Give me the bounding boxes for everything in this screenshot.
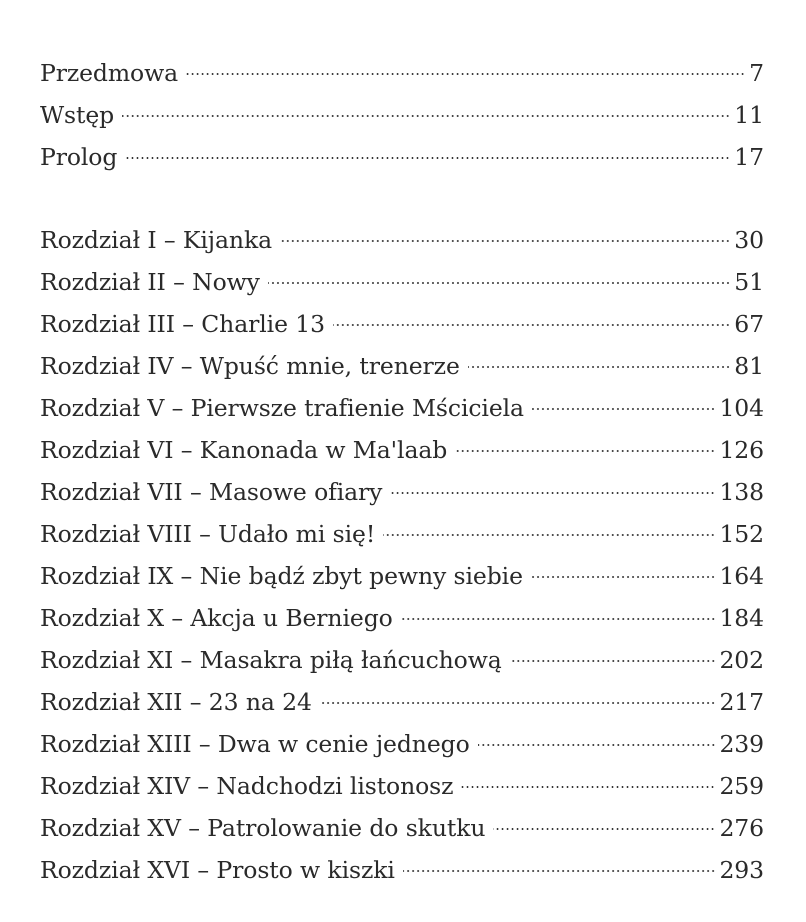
dot-leader xyxy=(383,534,715,536)
toc-entry-page: 276 xyxy=(719,814,764,842)
dot-leader xyxy=(510,660,716,662)
toc-entry-title: Wstęp xyxy=(40,101,115,129)
toc-entry-chapter-2 xyxy=(40,261,764,303)
toc-entry-page: 138 xyxy=(719,478,764,506)
toc-entry-title: Rozdział XII – 23 na 24 xyxy=(40,688,312,716)
dot-leader xyxy=(320,702,716,704)
dot-leader xyxy=(478,744,716,746)
toc-entry-title: Rozdział V – Pierwsze trafienie Mściciela xyxy=(40,394,524,422)
toc-entry-page: 51 xyxy=(734,268,764,296)
toc-entry-page: 293 xyxy=(719,856,764,884)
table-of-contents xyxy=(40,52,764,891)
dot-leader xyxy=(401,618,716,620)
toc-entry-title: Rozdział VII – Masowe ofiary xyxy=(40,478,383,506)
toc-entry-page: 164 xyxy=(719,562,764,590)
dot-leader xyxy=(531,576,716,578)
toc-entry-chapter-5 xyxy=(40,387,764,429)
toc-entry-prolog xyxy=(40,136,764,178)
toc-entry-title: Rozdział VIII – Udało mi się! xyxy=(40,520,376,548)
toc-entry-title: Przedmowa xyxy=(40,59,179,87)
toc-entry-chapter-4 xyxy=(40,345,764,387)
toc-entry-title: Rozdział XIV – Nadchodzi listonosz xyxy=(40,772,454,800)
toc-entry-chapter-12 xyxy=(40,681,764,723)
toc-entry-page: 11 xyxy=(734,101,764,129)
dot-leader xyxy=(455,450,715,452)
toc-entry-page: 67 xyxy=(734,310,764,338)
toc-entry-page: 152 xyxy=(719,520,764,548)
toc-entry-chapter-1 xyxy=(40,219,764,261)
toc-entry-wstep xyxy=(40,94,764,136)
toc-entry-chapter-7 xyxy=(40,471,764,513)
toc-entry-title: Rozdział IV – Wpuść mnie, trenerze xyxy=(40,352,460,380)
toc-entry-title: Prolog xyxy=(40,143,118,171)
toc-entry-page: 202 xyxy=(719,646,764,674)
toc-entry-page: 30 xyxy=(734,226,764,254)
toc-entry-page: 259 xyxy=(719,772,764,800)
toc-entry-chapter-9 xyxy=(40,555,764,597)
dot-leader xyxy=(122,115,730,117)
toc-entry-chapter-10 xyxy=(40,597,764,639)
dot-leader xyxy=(468,366,731,368)
dot-leader xyxy=(390,492,715,494)
dot-leader xyxy=(403,870,716,872)
toc-entry-title: Rozdział XIII – Dwa w cenie jednego xyxy=(40,730,470,758)
toc-entry-chapter-11 xyxy=(40,639,764,681)
toc-entry-page: 239 xyxy=(719,730,764,758)
toc-entry-page: 17 xyxy=(734,143,764,171)
toc-entry-page: 104 xyxy=(719,394,764,422)
toc-entry-title: Rozdział II – Nowy xyxy=(40,268,260,296)
dot-leader xyxy=(493,828,715,830)
dot-leader xyxy=(532,408,715,410)
toc-entry-title: Rozdział XVI – Prosto w kiszki xyxy=(40,856,395,884)
dot-leader xyxy=(461,786,715,788)
toc-entry-page: 126 xyxy=(719,436,764,464)
toc-entry-title: Rozdział XV – Patrolowanie do skutku xyxy=(40,814,486,842)
front-matter-list xyxy=(40,52,764,178)
toc-entry-title: Rozdział VI – Kanonada w Ma'laab xyxy=(40,436,448,464)
toc-entry-page: 217 xyxy=(719,688,764,716)
dot-leader xyxy=(333,324,730,326)
dot-leader xyxy=(186,73,745,75)
toc-entry-page: 184 xyxy=(719,604,764,632)
toc-entry-title: Rozdział X – Akcja u Berniego xyxy=(40,604,393,632)
toc-entry-chapter-3 xyxy=(40,303,764,345)
dot-leader xyxy=(280,240,730,242)
toc-entry-chapter-16 xyxy=(40,849,764,891)
toc-entry-title: Rozdział I – Kijanka xyxy=(40,226,272,254)
dot-leader xyxy=(268,282,730,284)
toc-entry-chapter-15 xyxy=(40,807,764,849)
toc-entry-chapter-14 xyxy=(40,765,764,807)
toc-entry-chapter-6 xyxy=(40,429,764,471)
toc-entry-page: 81 xyxy=(734,352,764,380)
toc-entry-chapter-8 xyxy=(40,513,764,555)
toc-entry-page: 7 xyxy=(749,59,764,87)
dot-leader xyxy=(125,157,730,159)
toc-entry-title: Rozdział III – Charlie 13 xyxy=(40,310,325,338)
chapter-list xyxy=(40,219,764,891)
toc-entry-title: Rozdział IX – Nie bądź zbyt pewny siebie xyxy=(40,562,523,590)
toc-entry-chapter-13 xyxy=(40,723,764,765)
toc-entry-title: Rozdział XI – Masakra piłą łańcuchową xyxy=(40,646,502,674)
toc-entry-przedmowa xyxy=(40,52,764,94)
